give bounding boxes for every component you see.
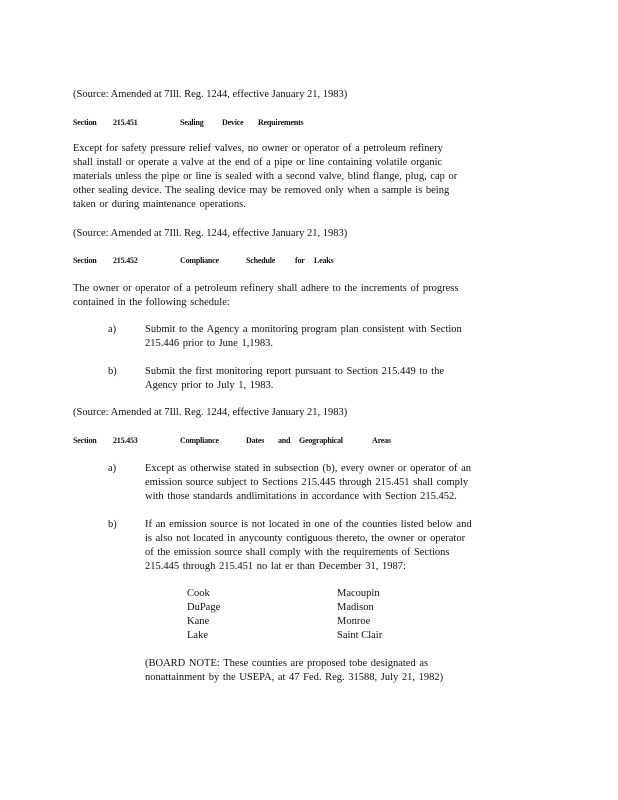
section-title-word: Geographical [299,436,343,445]
section-label: Section [73,118,97,127]
section-number: 215.451 [113,118,138,127]
section-body [73,282,458,310]
body-line: other sealing device. The sealing device may be removed only when a sample is being [73,185,450,196]
item-label: a) [108,463,117,474]
item-line: is also not located in anycounty contiguous thereto, the owner or operator [145,533,466,544]
section-title-word: Compliance [180,256,219,265]
section-title-word: for [295,256,305,265]
item-line: 215.445 through 215.451 no lat er than December 31, 1987: [145,561,406,572]
board-note [145,657,443,685]
section-number: 215.452 [113,256,138,265]
item-line: If an emission source is not located in one of the counties listed below and [145,519,472,530]
section-title-word: Dates [246,436,265,445]
item-label: b) [108,366,117,377]
item-line: of the emission source shall comply with the requirements of Sections [145,547,450,558]
source-note: (Source: Amended at 7Ill. Reg. 1244, effective January 21, 1983) [73,228,348,239]
county-item: Cook [187,588,210,599]
section-title-word: Sealing [180,118,204,127]
item-line: emission source subject to Sections 215.445 through 215.451 shall comply [145,477,469,488]
county-item: Madison [337,602,374,613]
section-title-word: Areas [372,436,391,445]
item-line: 215.446 prior to June 1,1983. [145,338,273,349]
section-title-word: Compliance [180,436,219,445]
item-text [145,323,462,351]
county-item: Kane [187,616,210,627]
section-title-word: Schedule [246,256,276,265]
county-item: Lake [187,630,208,641]
source-note: (Source: Amended at 7Ill. Reg. 1244, effective January 21, 1983) [73,89,348,100]
body-line: Except for safety pressure relief valves, no owner or operator of a petroleum refinery [73,143,443,154]
section-label: Section [73,256,97,265]
section-label: Section [73,436,97,445]
item-text [145,518,472,574]
section-title-word: Leaks [314,256,334,265]
section-title-word: Device [222,118,244,127]
body-line: The owner or operator of a petroleum refinery shall adhere to the increments of progress [73,283,459,294]
body-line: shall install or operate a valve at the end of a pipe or line containing volatile organic [73,157,443,168]
section-body [73,142,457,212]
item-label: a) [108,324,117,335]
item-line: Except as otherwise stated in subsection (b), every owner or operator of an [145,463,472,474]
item-line: Submit to the Agency a monitoring program plan consistent with Section [145,324,462,335]
county-item: Monroe [337,616,371,627]
source-note: (Source: Amended at 7Ill. Reg. 1244, effective January 21, 1983) [73,407,348,418]
body-line: taken or during maintenance operations. [73,199,246,210]
item-line: with those standards andlimitations in accordance with Section 215.452. [145,491,457,502]
item-line: Agency prior to July 1, 1983. [145,380,274,391]
board-note-line: nonattainment by the USEPA, at 47 Fed. Reg. 31588, July 21, 1982) [145,672,444,683]
item-text [145,365,444,393]
section-title-word: and [278,436,291,445]
item-text [145,462,471,504]
section-number: 215.453 [113,436,138,445]
board-note-line: (BOARD NOTE: These counties are proposed tobe designated as [145,658,429,669]
body-line: materials unless the pipe or line is sealed with a second valve, blind flange, plug, cap or [73,171,458,182]
section-title-word: Requirements [258,118,304,127]
county-item: Macoupin [337,588,380,599]
county-item: DuPage [187,602,221,613]
body-line: contained in the following schedule: [73,297,230,308]
county-item: Saint Clair [337,630,383,641]
item-line: Submit the first monitoring report pursuant to Section 215.449 to the [145,366,445,377]
item-label: b) [108,519,117,530]
